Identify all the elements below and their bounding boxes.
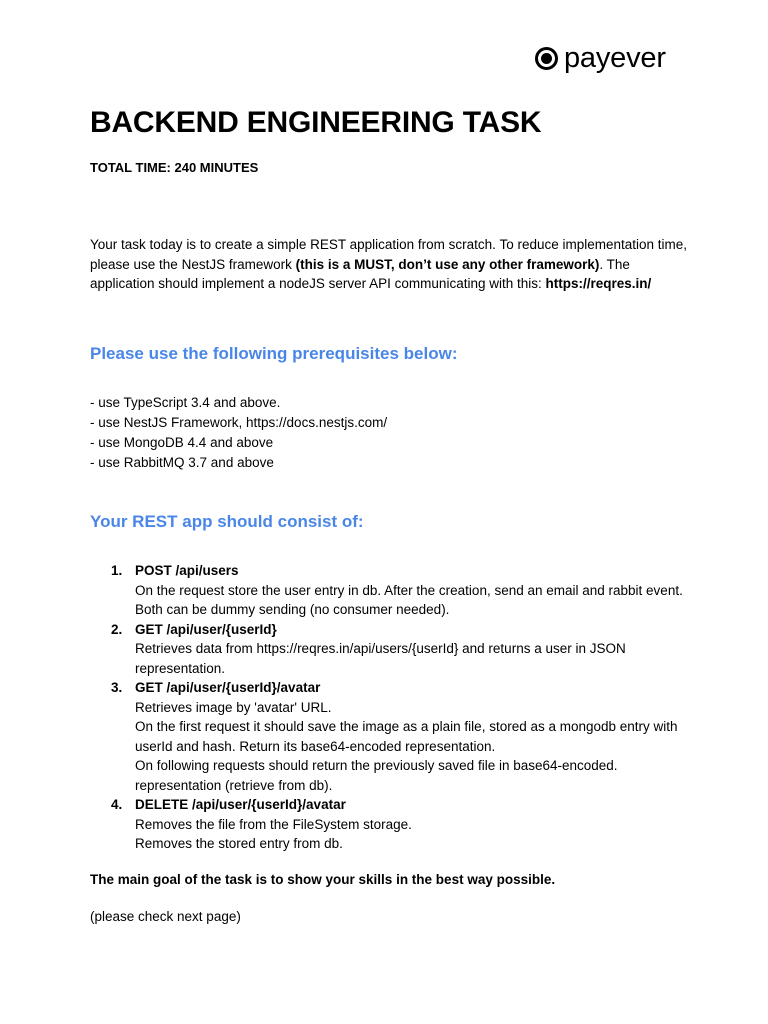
- brand-name: payever: [564, 42, 666, 74]
- prerequisite-item: - use MongoDB 4.4 and above: [90, 435, 274, 450]
- step-description: On following requests should return the previously saved file in base64-encoded. representation (retrieve from db).: [135, 758, 618, 793]
- step-endpoint: GET /api/user/{userId}/avatar: [135, 680, 321, 695]
- step-item: [90, 678, 690, 795]
- step-number: 4.: [111, 797, 123, 812]
- payever-logo-icon: [535, 47, 558, 70]
- total-time: TOTAL TIME: 240 MINUTES: [90, 160, 259, 175]
- intro-text-1: Your task today is to create a simple REST application from scratch. To reduce implementation time, please use the NestJS framework: [90, 237, 688, 272]
- step-item: [90, 561, 690, 620]
- step-endpoint: GET /api/user/{userId}: [135, 621, 277, 637]
- prerequisites-heading: Please use the following prerequisites below:: [90, 344, 458, 363]
- prerequisite-item: - use RabbitMQ 3.7 and above: [90, 455, 274, 470]
- step-item: [90, 795, 690, 854]
- intro-text-3: . The application should implement a nodeJS server API communicating with this:: [90, 256, 630, 291]
- rest-steps-list: [90, 561, 690, 854]
- step-description: Removes the file from the FileSystem storage.: [135, 816, 412, 832]
- step-description: On the request store the user entry in db. After the creation, send an email and rabbit event. Both can be dummy sending (no consumer needed).: [135, 582, 683, 617]
- step-number: 1.: [111, 563, 123, 578]
- prerequisites-list: [90, 393, 387, 473]
- rest-heading: Your REST app should consist of:: [90, 512, 364, 531]
- step-item: [90, 620, 690, 679]
- main-goal: The main goal of the task is to show your skills in the best way possible.: [90, 872, 556, 887]
- next-page-note: (please check next page): [90, 909, 241, 924]
- step-endpoint: DELETE /api/user/{userId}/avatar: [135, 797, 346, 812]
- intro-paragraph: [90, 235, 690, 294]
- step-number: 3.: [111, 680, 123, 695]
- step-description: Retrieves data from https://reqres.in/api/users/{userId} and returns a user in JSON representation.: [135, 641, 626, 676]
- intro-text-bold: (this is a MUST, don’t use any other framework): [295, 256, 600, 272]
- reqres-link: https://reqres.in/: [545, 276, 652, 291]
- prerequisite-item: - use NestJS Framework, https://docs.nestjs.com/: [90, 415, 388, 430]
- step-description: Removes the stored entry from db.: [135, 836, 343, 851]
- page-title: BACKEND ENGINEERING TASK: [90, 106, 542, 139]
- step-description: On the first request it should save the image as a plain file, stored as a mongodb entry with userId and hash. Return its base64-encoded representation.: [135, 719, 678, 754]
- step-endpoint: POST /api/users: [135, 563, 239, 578]
- payever-logo: [535, 44, 666, 73]
- step-description: Retrieves image by 'avatar' URL.: [135, 699, 332, 715]
- step-number: 2.: [111, 621, 123, 637]
- prerequisite-item: - use TypeScript 3.4 and above.: [90, 395, 281, 410]
